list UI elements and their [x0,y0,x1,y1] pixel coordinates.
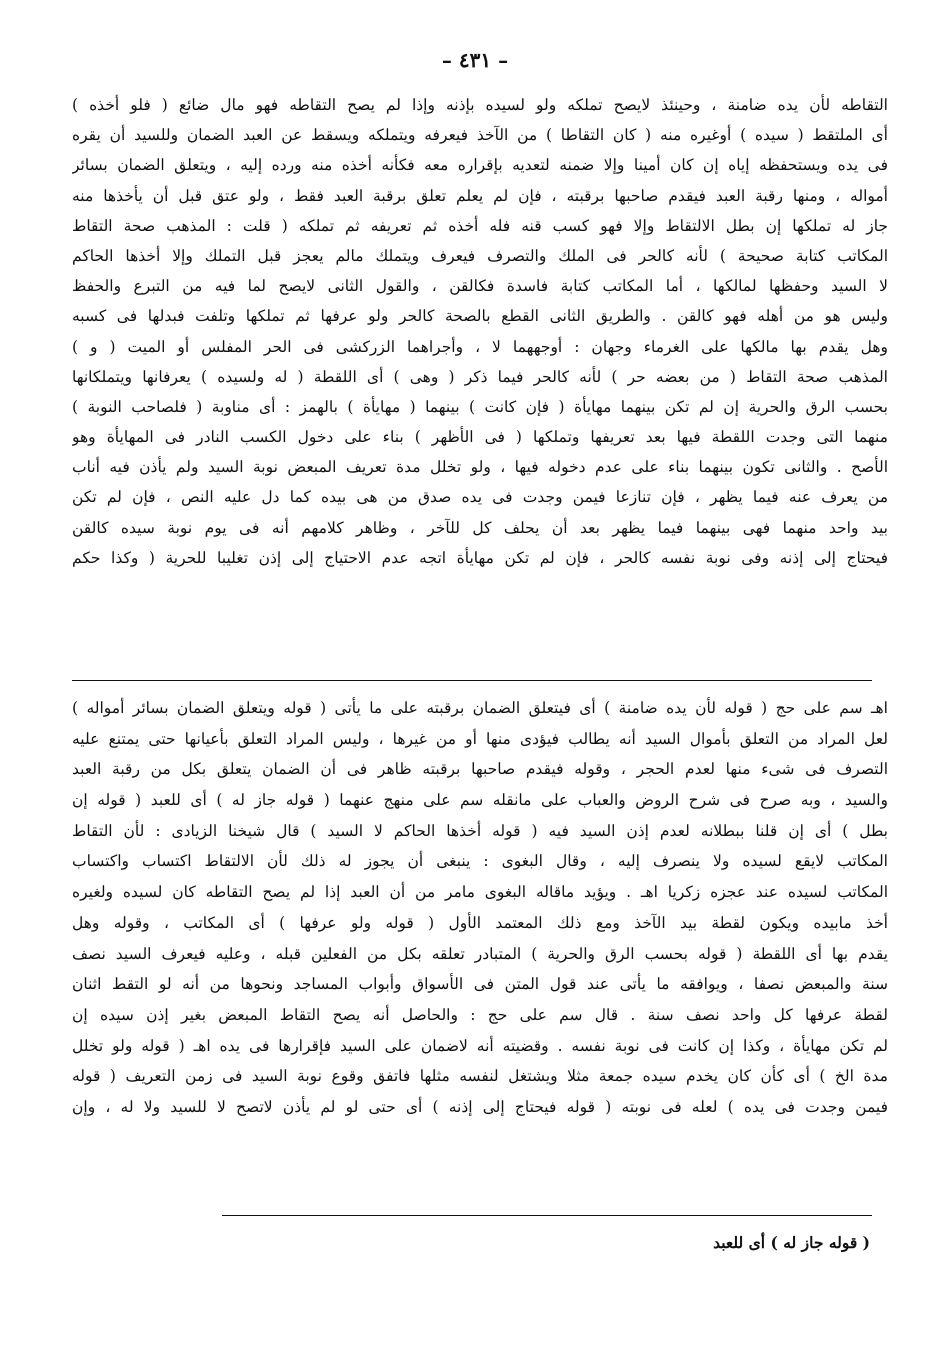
main-text-block [72,90,888,573]
main-text-line: بيد واحد منهما فهى بينهما فيما يظهر بعد أن يحلف كل للآخر ، وظاهر كلامهم أنه فى يوم نوبة سيده كالقن [72,518,888,537]
main-text-line: الأصح . والثانى تكون بينهما بناء على عدم دخوله فيها ، ولو تخلل مدة تعريف المبعض نوبة السيد ولم يأذن فيه أناب [72,458,888,477]
main-text-line: أى الملتقط ( سيده ) أوغيره منه ( كان التقاطا ) من الآخذ فيعرفه ويتملكه ويسقط عن العبد الضمان وللسيد أن يقره [72,126,888,145]
main-text-line: من يعرف عنه فيما يظهر ، فإن تنازعا فيمن وجدت فى يده صدق من هى بيده كما دل عليه النص ، فإن لم تكن [72,488,888,507]
commentary-line: لعل المراد من التعلق بأموال السيد أنه يطالب فيؤدى منها أو من غيرها ، وليس المراد التعلق بأعيانها حتى يمتنع عليه [72,729,888,748]
commentary-line: مدة الخ ) أى كأن كان يخدم سيده جمعة مثلا ويشتغل لنفسه مثلها فاتفق وقوع نوبة السيد فى زمن التعريف ( قوله [72,1067,888,1086]
commentary-line: لم تكن مهايأة ، وكذا إن كانت فى نوبة نفسه . وقضيته أنه لاضمان على السيد فإقرارها فى يده اهـ ( قوله ولو تخلل [72,1036,888,1055]
commentary-line: يقدم بها أى اللقطة ( قوله بحسب الرق والحرية ) المتبادر تعلقه بكل من الفعلين قبله ، وعليه فيعرف السيد نصف [72,944,888,963]
main-text-line: بحسب الرق والحرية إن لم تكن بينهما مهايأة ( فإن كانت ) بينهما ( مهايأة ) بالهمز : أى مناوبة ( فلصاحب النوبة ) [72,397,888,416]
commentary-line: أخذ مابيده ويكون لقطة بيد الآخذ ومع ذلك المعتمد الأول ( قوله ولو عرفها ) أى المكاتب ، وقوله وهل [72,913,888,932]
commentary-line: لقطة عرفها كل واحد نصف سنة . قال سم على حج : والحاصل أنه يصح التقاط المبعض بغير إذن سيده إن [72,1005,888,1024]
main-text-line: لا السيد وحفظها لمالكها ، أما المكاتب كتابة فاسدة فكالقن ، والقول الثانى لايصح لما فيه من التبرع والحفظ [72,277,888,296]
main-text-line: المذهب صحة التقاط ( من بعضه حر ) لأنه كالحر فيما ذكر ( وهى ) أى اللقطة ( له ولسيده ) يعرفانها ويتملكانها [72,367,888,386]
page-number: – ٤٣١ – [441,48,509,72]
main-text-line: وليس هو من أهله فهو كالقن . والطريق الثانى القطع بالصحة كالحر ولو عرفها ثم تملكها وتلفت فبدلها فى كسبه [72,307,888,326]
main-text-line: جاز له تملكها إن بطل الالتقاط وإلا فهو كسب قنه فله أخذه ثم تعريفه ثم تملكه ( قلت : المذهب صحة التقاط [72,216,888,235]
commentary-line: بطل ) أى إن قلنا ببطلانه لعدم إذن السيد فيه ( قوله أخذها الحاكم لا السيد ) قال شيخنا الزيادى : لأن التقاط [72,821,888,840]
main-text-line: وهل يقدم بها مالكها على الغرماء وجهان : أوجههما لا ، وأجراهما الزركشى فى الحر المفلس أو الميت ( و ) [72,337,888,356]
main-text-line: فى يده ويستحفظه إياه إن كان أمينا وإلا ضمنه لتعديه بإقراره معه فكأنه أخذه منه ورده إليه ، ويتعلق الضمان بسائر [72,156,888,175]
footnote: ( قوله جاز له ) أى للعبد [713,1233,870,1252]
commentary-block [72,693,888,1123]
main-text-line: المكاتب كتابة صحيحة ) لأنه كالحر فى الملك والتصرف فيعرف ويتملك مالم يعجز قبل التملك وإلا أخذها الحاكم [72,246,888,265]
footnote-divider [222,1215,872,1216]
commentary-line: سنة والمبعض نصفا ، ويوافقه ما يأتى عند قول المتن فى الأسواق وأبواب المساجد ونحوها من أنه لو التقط اثنان [72,975,888,994]
main-text-line: أمواله ، ومنها رقبة العبد فيقدم صاحبها برقبته ، فإن لم يعلم تعلق برقبة العبد فقط ، ولو عتق قبل أن يأخذها منه [72,186,888,205]
commentary-line: فيمن وجدت فى يده ) لعله فى نوبته ( قوله فيحتاج إلى إذنه ) أى حتى لو لم يأذن لاتصح لا للسيد ولا له ، وإن [72,1097,888,1116]
commentary-line: التصرف فى شىء منها لعدم الحجر ، وقوله فيقدم صاحبها برقبته ظاهر فى أن الضمان يتعلق بكل من رقبة العبد [72,760,888,779]
main-text-line: منهما التى وجدت اللقطة فيها بعد تعريفها وتملكها ( فى الأظهر ) بناء على دخول الكسب النادر فى المهايأة وهو [72,428,888,447]
commentary-line: اهـ سم على حج ( قوله لأن يده ضامنة ) أى فيتعلق الضمان برقبته على ما يأتى ( قوله ويتعلق الضمان بسائر أمواله ) [72,699,888,717]
main-divider [72,680,872,681]
commentary-line: والسيد ، وبه صرح فى شرح الروض والعباب على مانقله سم على منهج عنهما ( قوله جاز له ) أى للعبد ( قوله إن [72,791,888,810]
commentary-line: المكاتب لسيده عند عجزه زكريا اهـ . ويؤيد ماقاله البغوى مامر من أن العبد إذا لم يصح التقاطه كان لسيده ولغيره [72,883,888,902]
main-text-line: فيحتاج إلى إذنه وفى نوبة نفسه كالحر ، فإن لم تكن مهايأة اتجه عدم الاحتياج إلى إذن تغليبا للحرية ( وكذا حكم [72,548,888,567]
commentary-line: المكاتب لايقع لسيده ولا ينصرف إليه ، وقال البغوى : ينبغى أن يجوز له ذلك لأن الالتقاط اكتساب واكتساب [72,852,888,871]
main-text-line: التقاطه لأن يده ضامنة ، وحينئذ لايصح تملكه ولو لسيده بإذنه وإذا لم يصح التقاطه فهو مال ضائع ( فلو أخذه ) [72,96,888,114]
